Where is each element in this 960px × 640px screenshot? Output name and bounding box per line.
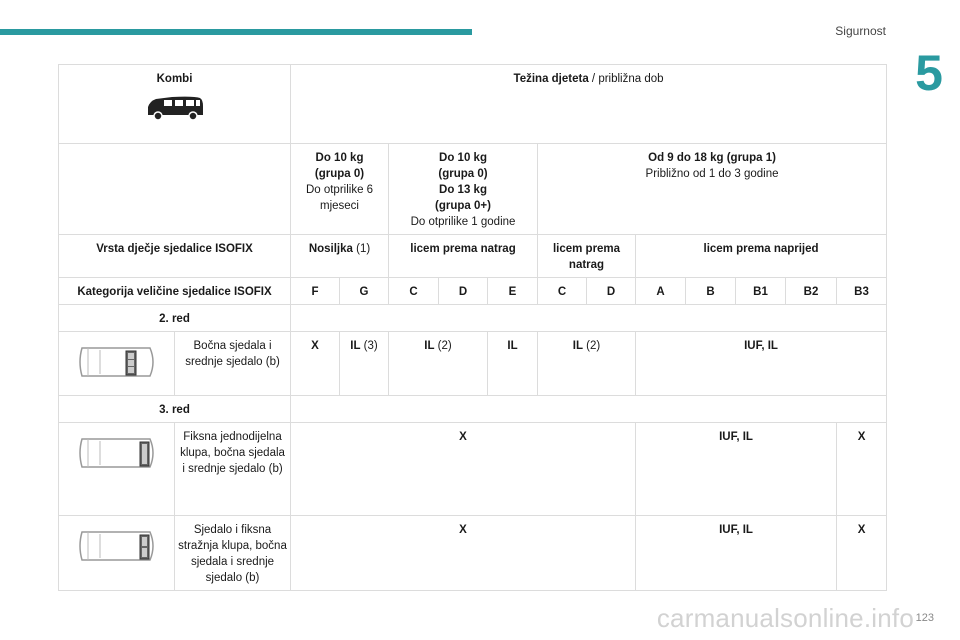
group-weight: Do 10 kg xyxy=(315,152,364,164)
value-cell: IUF, IL xyxy=(636,332,887,396)
group-name: (grupa 0) xyxy=(438,168,488,180)
seat-type-cell: licem prema natrag xyxy=(389,235,538,278)
weight-heading-bold: Težina djeteta xyxy=(513,73,589,85)
group-cell xyxy=(389,144,538,235)
row2-label: 2. red xyxy=(59,305,291,332)
seat-type-label xyxy=(59,235,291,278)
size-class: E xyxy=(488,278,538,305)
table-row xyxy=(59,305,887,332)
group-age: Približno od 1 do 3 godine xyxy=(645,168,779,180)
value-bold: IL xyxy=(572,340,583,352)
size-class: C xyxy=(389,278,439,305)
value-cell xyxy=(389,332,488,396)
car-topview-row2-icon xyxy=(76,342,158,382)
value-note: (2) xyxy=(582,340,601,352)
value-cell xyxy=(538,332,636,396)
table-row xyxy=(59,516,887,591)
empty-cell xyxy=(291,396,887,423)
value-note: (3) xyxy=(360,340,378,352)
value-cell xyxy=(340,332,389,396)
icon-cell xyxy=(59,516,175,591)
value-bold: IL xyxy=(424,340,435,352)
size-class: B1 xyxy=(736,278,786,305)
watermark: carmanualsonline.info xyxy=(656,603,914,633)
table-row xyxy=(59,332,887,396)
chapter-number: 5 xyxy=(915,45,943,101)
size-class: B xyxy=(686,278,736,305)
size-class: C xyxy=(538,278,587,305)
table-row xyxy=(59,423,887,516)
nosiljka-note: (1) xyxy=(352,243,371,255)
nosiljka-label: Nosiljka xyxy=(308,243,353,255)
weight-heading-rest: / približna dob xyxy=(588,73,664,85)
value-cell: X xyxy=(837,516,887,591)
value-cell: X xyxy=(291,423,636,516)
top-accent-bar xyxy=(0,29,472,35)
value-bold: IL xyxy=(350,340,361,352)
value-cell: X xyxy=(291,516,636,591)
value-cell: X xyxy=(837,423,887,516)
seat-type-text: Vrsta dječje sjedalice ISOFIX xyxy=(96,243,253,255)
table-row xyxy=(59,396,887,423)
table-row xyxy=(59,235,887,278)
car-topview-row3b-icon xyxy=(76,526,158,566)
seat-type-cell xyxy=(291,235,389,278)
table-row xyxy=(59,65,887,144)
size-class: G xyxy=(340,278,389,305)
group-weight: Do 10 kg xyxy=(439,152,487,164)
row3-label: 3. red xyxy=(59,396,291,423)
group-age: Do otprilike 6 mjeseci xyxy=(305,184,374,212)
seat-description: Bočna sjedala i srednje sjedalo (b) xyxy=(175,332,291,396)
size-class: F xyxy=(291,278,340,305)
section-title: Sigurnost xyxy=(835,24,886,38)
vehicle-label: Kombi xyxy=(156,73,193,85)
size-class: B2 xyxy=(786,278,837,305)
page-number: 123 xyxy=(915,612,934,624)
isofix-table xyxy=(58,64,887,591)
icon-cell xyxy=(59,423,175,516)
value-cell: IUF, IL xyxy=(636,423,837,516)
group-name: (grupa 0) xyxy=(314,168,365,180)
group-age: Do otprilike 1 godine xyxy=(410,216,516,228)
seat-description: Fiksna jednodijelna klupa, bočna sjedala i srednje sjedalo (b) xyxy=(175,423,291,516)
seat-description: Sjedalo i fiksna stražnja klupa, bočna sjedala i srednje sjedalo (b) xyxy=(175,516,291,591)
empty-cell xyxy=(291,305,887,332)
value-cell: IUF, IL xyxy=(636,516,837,591)
van-icon xyxy=(144,93,206,123)
vehicle-cell xyxy=(59,65,291,144)
value-cell: IL xyxy=(488,332,538,396)
chapter-marker xyxy=(898,44,960,102)
group-weight: Do 13 kg xyxy=(439,184,487,196)
table-row xyxy=(59,144,887,235)
icon-cell xyxy=(59,332,175,396)
table-row xyxy=(59,278,887,305)
value-cell: X xyxy=(291,332,340,396)
empty-cell xyxy=(59,144,291,235)
size-label: Kategorija veličine sjedalice ISOFIX xyxy=(59,278,291,305)
value-note: (2) xyxy=(434,340,452,352)
size-class: B3 xyxy=(837,278,887,305)
group-weight: Od 9 do 18 kg (grupa 1) xyxy=(648,152,776,164)
size-class: D xyxy=(439,278,488,305)
seat-type-cell: licem prema natrag xyxy=(538,235,636,278)
size-class: A xyxy=(636,278,686,305)
car-topview-row3-icon xyxy=(76,433,158,473)
seat-type-cell: licem prema naprijed xyxy=(636,235,887,278)
weight-heading-cell xyxy=(291,65,887,144)
group-cell xyxy=(538,144,887,235)
group-cell xyxy=(291,144,389,235)
size-class: D xyxy=(587,278,636,305)
group-name: (grupa 0+) xyxy=(435,200,491,212)
